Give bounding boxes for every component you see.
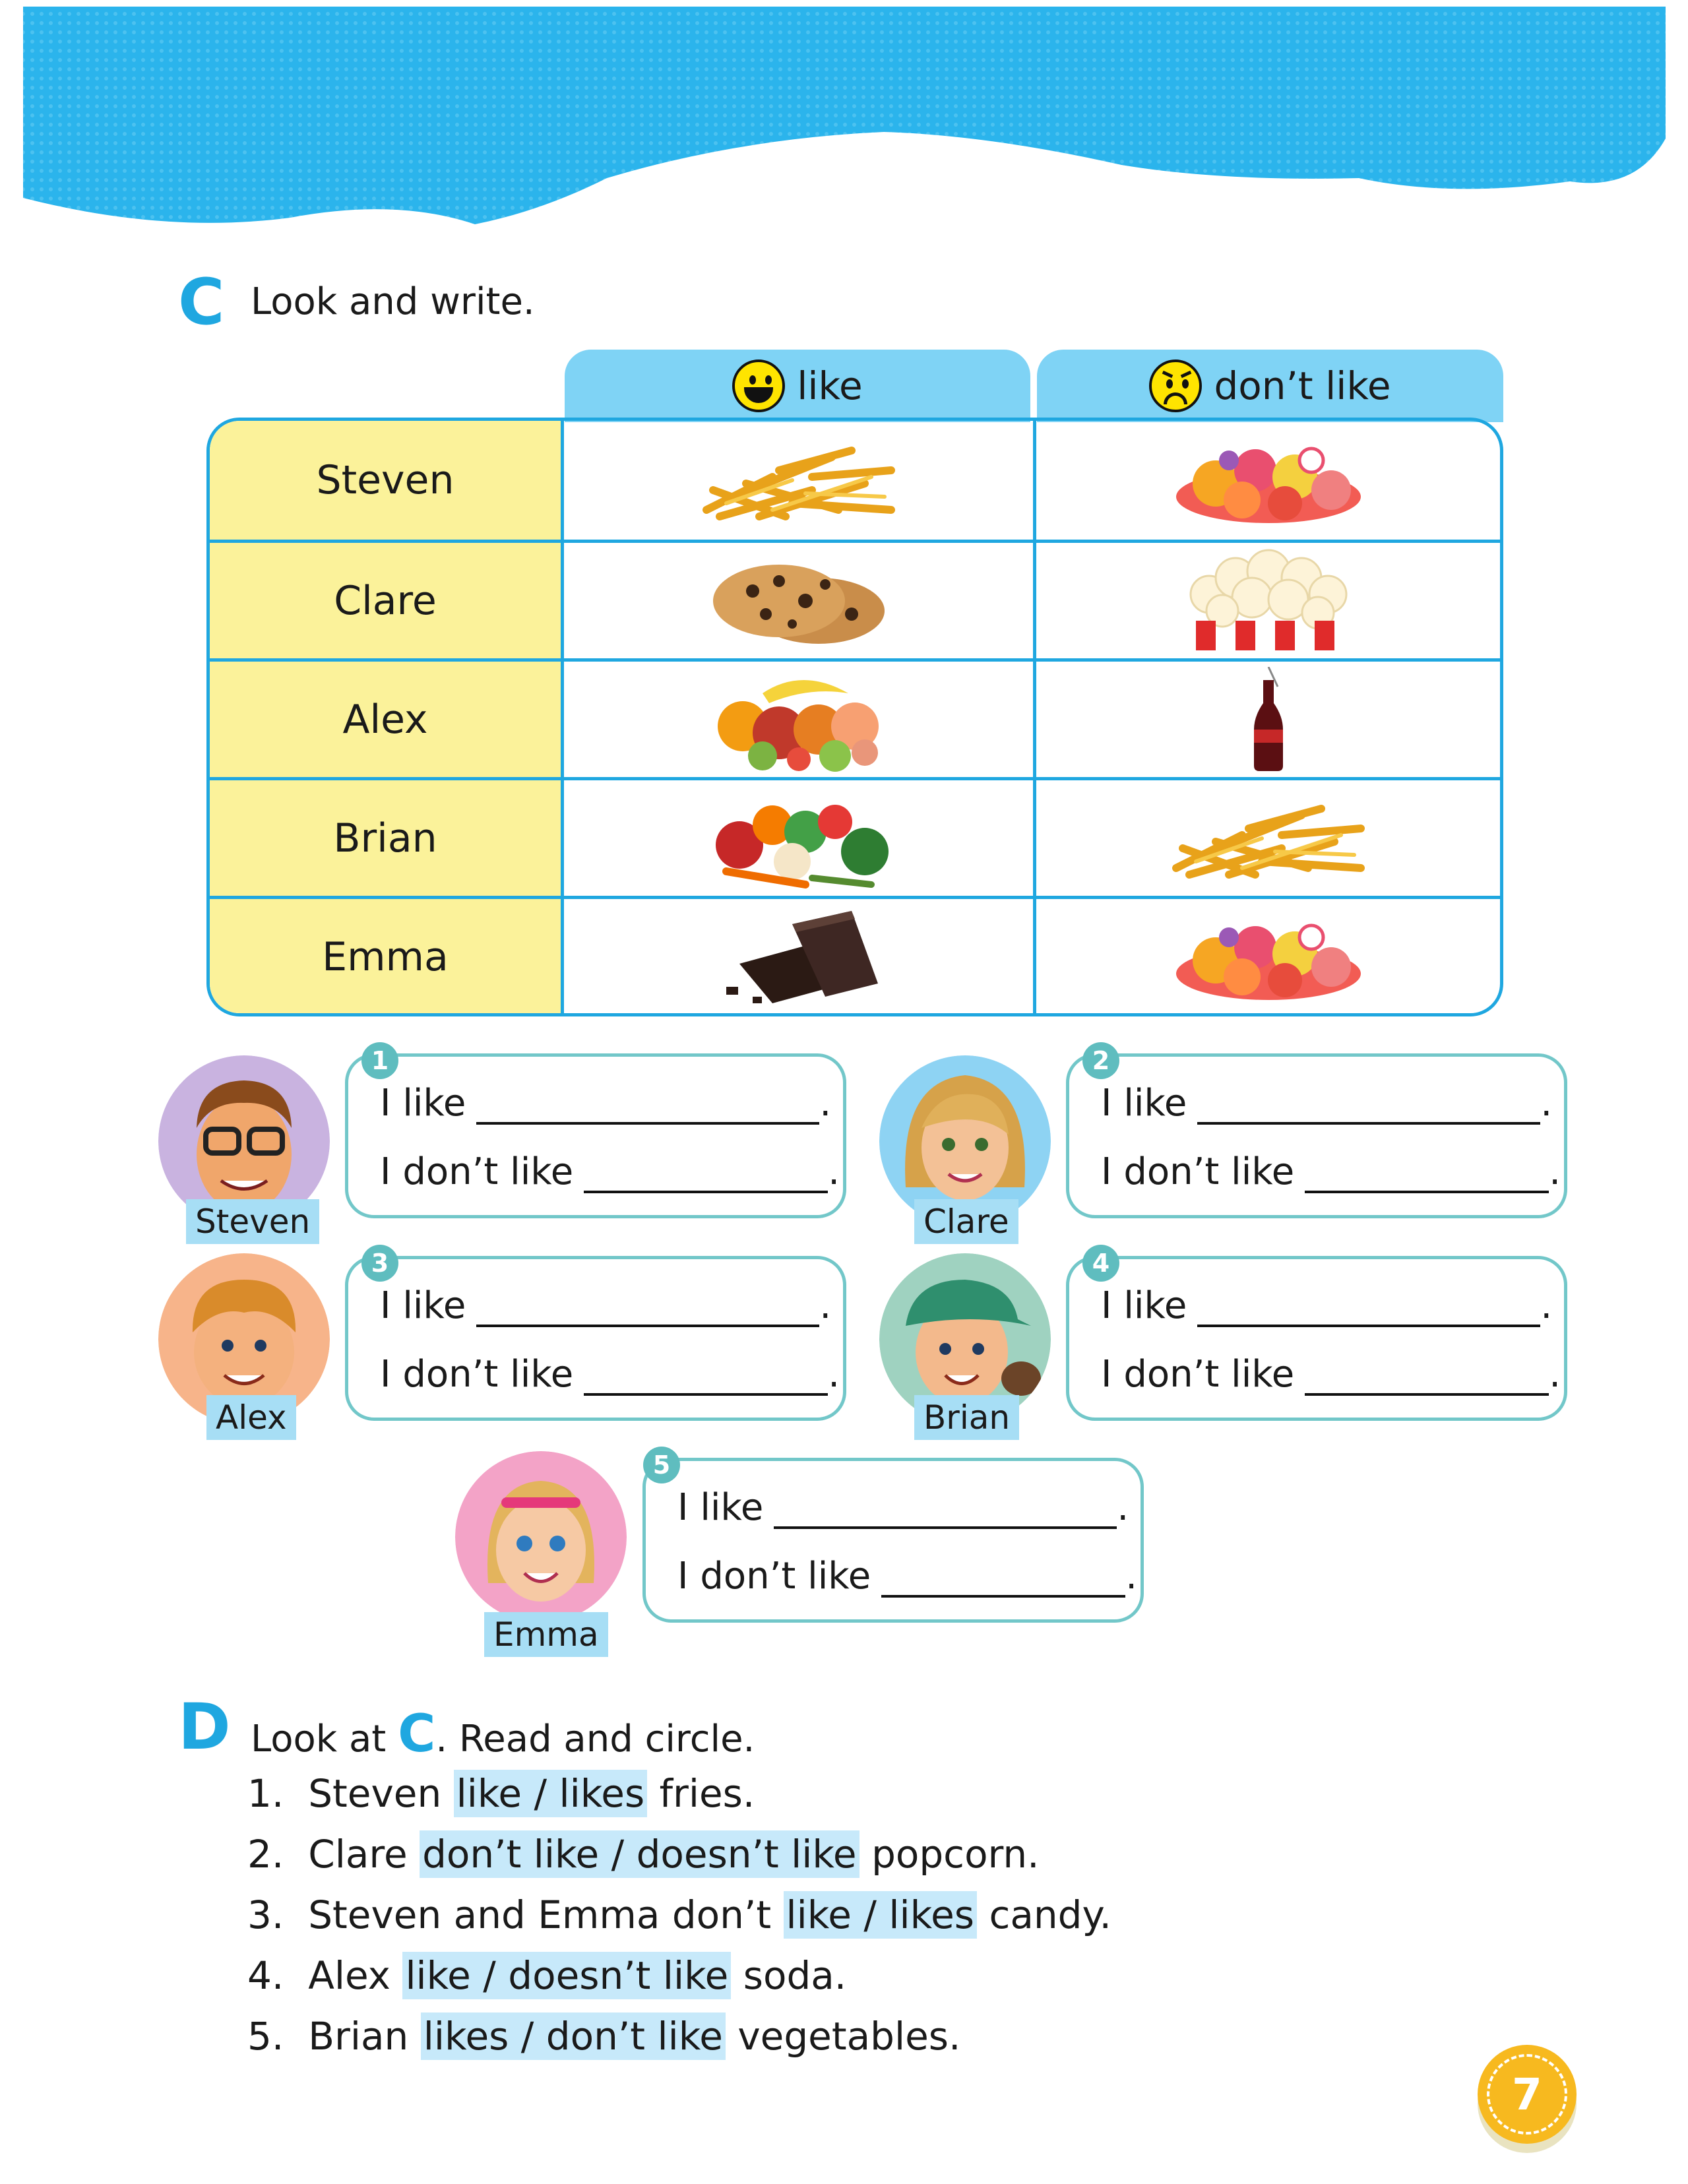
dont-like-line (1101, 1150, 1561, 1193)
name-tag: Emma (484, 1612, 608, 1657)
dont-like-cell (1036, 780, 1500, 896)
list-item (247, 1771, 755, 1816)
item-number: 5. (247, 2014, 284, 2059)
vegetables-image (700, 786, 898, 891)
list-item (247, 2014, 961, 2059)
item-number: 4. (247, 1953, 284, 1998)
item-number-badge: 3 (361, 1245, 398, 1282)
instruction-text: . Read and circle. (435, 1718, 755, 1761)
like-line (1101, 1082, 1552, 1125)
dont-like-prompt: I don’t like (380, 1353, 574, 1396)
dont-like-cell (1036, 662, 1500, 777)
section-d-instruction (251, 1704, 755, 1764)
list-item (247, 1953, 847, 1998)
like-cell (564, 899, 1036, 1014)
column-header-like (565, 350, 1030, 422)
like-line (380, 1284, 831, 1327)
name-tag: Alex (206, 1395, 296, 1440)
circle-choice[interactable]: likes / don’t like (421, 2012, 726, 2060)
period: . (1540, 1284, 1553, 1327)
food-preferences-table (206, 418, 1503, 1016)
answer-blank[interactable] (881, 1562, 1125, 1598)
name-cell: Brian (210, 780, 564, 896)
name-tag: Clare (914, 1199, 1018, 1244)
dont-like-header-label: don’t like (1214, 363, 1391, 408)
section-letter-d: D (178, 1690, 231, 1764)
circle-choice[interactable]: like / likes (454, 1770, 648, 1817)
sentence-start: Brian (308, 2014, 409, 2059)
like-cell (564, 662, 1036, 777)
popcorn-image (1170, 548, 1367, 654)
table-row (210, 540, 1500, 658)
answer-blank[interactable] (774, 1493, 1117, 1529)
item-number: 2. (247, 1832, 284, 1877)
cookies-image (706, 551, 891, 650)
table-row (210, 896, 1500, 1014)
like-cell (564, 543, 1036, 658)
fries-image (693, 431, 904, 530)
period: . (828, 1353, 840, 1396)
sentence-end: fries. (659, 1771, 755, 1816)
dont-like-line (380, 1353, 840, 1396)
answer-bubble (1066, 1046, 1567, 1218)
sentence-start: Clare (308, 1832, 408, 1877)
like-prompt: I like (677, 1486, 764, 1529)
sentence-start: Steven (308, 1771, 442, 1816)
period: . (828, 1150, 840, 1193)
name-tag: Steven (186, 1199, 319, 1244)
item-number: 1. (247, 1771, 284, 1816)
like-cell (564, 780, 1036, 896)
sentence-end: vegetables. (737, 2014, 961, 2059)
name-cell: Alex (210, 662, 564, 777)
smiley-sad-icon (1149, 359, 1202, 412)
answer-bubble (345, 1046, 846, 1218)
period: . (1540, 1082, 1553, 1125)
list-item (247, 1892, 1111, 1937)
candy-image (1170, 431, 1367, 530)
sentence-end: soda. (743, 1953, 847, 1998)
circle-choice[interactable]: like / doesn’t like (402, 1952, 731, 1999)
like-prompt: I like (1101, 1284, 1187, 1327)
instruction-text: Look at (251, 1718, 387, 1761)
answer-blank[interactable] (1305, 1158, 1549, 1193)
like-prompt: I like (380, 1284, 466, 1327)
dont-like-prompt: I don’t like (1101, 1150, 1295, 1193)
like-prompt: I like (1101, 1082, 1187, 1125)
dont-like-line (677, 1555, 1137, 1598)
answer-blank[interactable] (1305, 1360, 1549, 1396)
candy-image (1170, 908, 1367, 1007)
name-tag: Brian (914, 1395, 1019, 1440)
period: . (1117, 1486, 1129, 1529)
dont-like-cell (1036, 543, 1500, 658)
like-line (380, 1082, 831, 1125)
period: . (1549, 1150, 1561, 1193)
dont-like-cell (1036, 899, 1500, 1014)
answer-blank[interactable] (476, 1089, 819, 1125)
page-number: 7 (1512, 2069, 1542, 2120)
dont-like-prompt: I don’t like (677, 1555, 871, 1598)
dont-like-cell (1036, 421, 1500, 540)
answer-blank[interactable] (1197, 1089, 1540, 1125)
header-cloud-banner (0, 0, 1688, 237)
soda-bottle-image (1249, 667, 1288, 772)
smiley-happy-icon (732, 359, 785, 412)
answer-blank[interactable] (584, 1360, 828, 1396)
name-cell: Steven (210, 421, 564, 540)
item-number-badge: 4 (1082, 1245, 1119, 1282)
like-prompt: I like (380, 1082, 466, 1125)
section-c-instruction: Look and write. (251, 280, 535, 323)
table-row (210, 777, 1500, 896)
sentence-start: Alex (308, 1953, 391, 1998)
dont-like-prompt: I don’t like (1101, 1353, 1295, 1396)
answer-bubble (642, 1451, 1144, 1623)
column-header-dont-like (1037, 350, 1503, 422)
sentence-end: candy. (989, 1892, 1111, 1937)
like-cell (564, 421, 1036, 540)
sentence-start: Steven and Emma don’t (308, 1892, 772, 1937)
item-number-badge: 5 (643, 1447, 680, 1483)
emma-avatar (455, 1451, 627, 1623)
sentence-end: popcorn. (871, 1832, 1040, 1877)
item-number-badge: 2 (1082, 1042, 1119, 1079)
circle-choice[interactable]: like / likes (784, 1891, 978, 1939)
answer-blank[interactable] (476, 1292, 819, 1327)
name-cell: Clare (210, 543, 564, 658)
answer-bubble (345, 1249, 846, 1421)
period: . (819, 1284, 832, 1327)
like-line (1101, 1284, 1552, 1327)
period: . (819, 1082, 832, 1125)
fruit-image (703, 667, 894, 772)
dont-like-line (380, 1150, 840, 1193)
name-cell: Emma (210, 899, 564, 1014)
period: . (1125, 1555, 1137, 1598)
section-letter-c: C (178, 265, 225, 339)
circle-choice[interactable]: don’t like / doesn’t like (420, 1830, 860, 1878)
answer-bubble (1066, 1249, 1567, 1421)
item-number-badge: 1 (361, 1042, 398, 1079)
answer-blank[interactable] (584, 1158, 828, 1193)
fries-image (1163, 789, 1374, 888)
dont-like-prompt: I don’t like (380, 1150, 574, 1193)
table-row (210, 658, 1500, 777)
period: . (1549, 1353, 1561, 1396)
list-item (247, 1832, 1040, 1877)
answer-blank[interactable] (1197, 1292, 1540, 1327)
item-number: 3. (247, 1892, 284, 1937)
dont-like-line (1101, 1353, 1561, 1396)
section-reference-c: C (398, 1704, 436, 1764)
page-number-badge (1478, 2045, 1577, 2144)
like-header-label: like (797, 363, 863, 408)
chocolate-image (713, 904, 885, 1010)
table-row (210, 421, 1500, 540)
like-line (677, 1486, 1129, 1529)
